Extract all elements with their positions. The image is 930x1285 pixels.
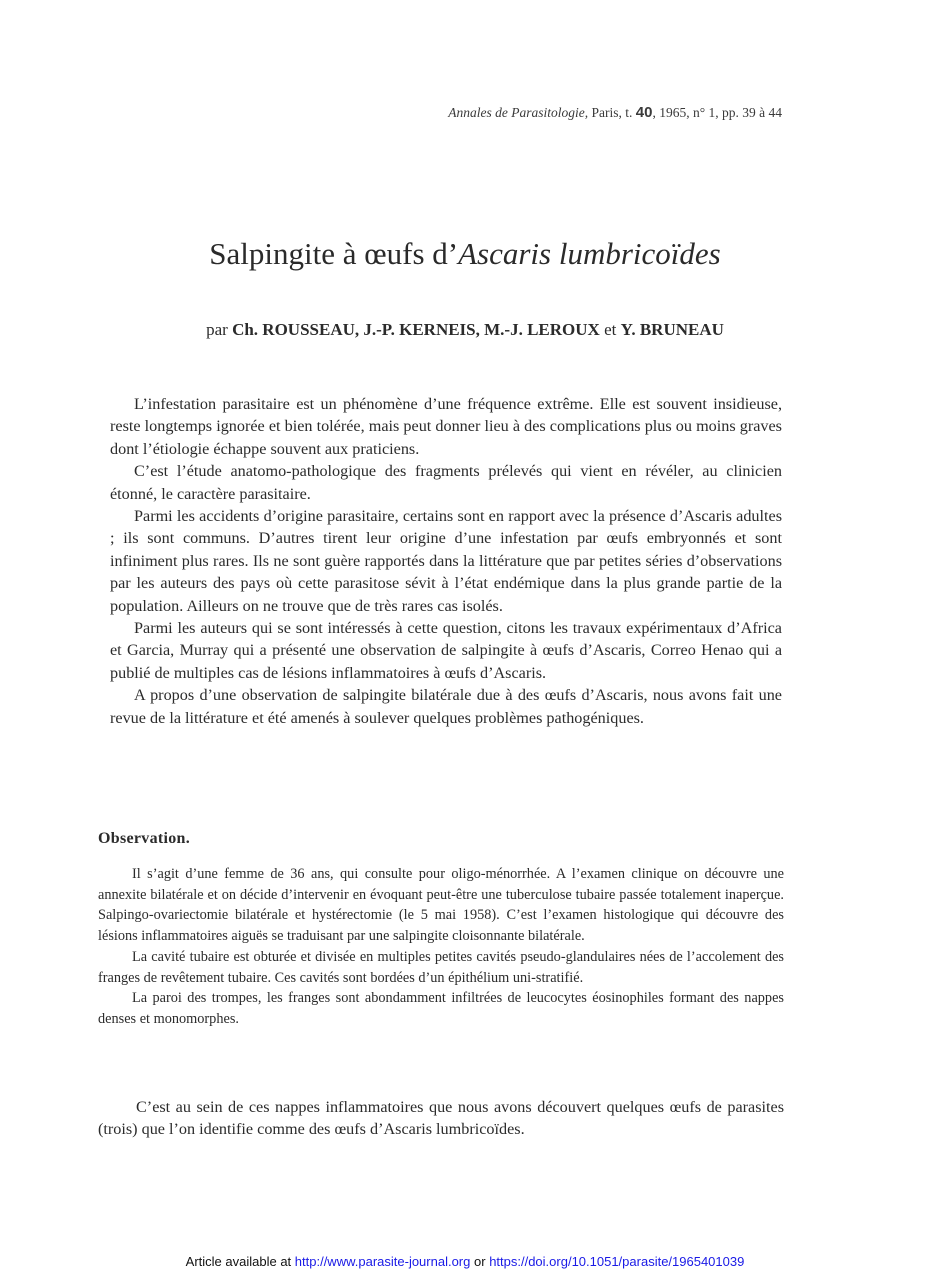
paragraph: Il s’agit d’une femme de 36 ans, qui consulte pour oligo-ménorrhée. A l’examen clinique on découvre une annexite bilatérale et on décide d’intervenir en évoquant peut-être une tuberculose tubaire passée totalement inaperçue. Salpingo-ovariectomie bilatérale et hystérectomie (le 5 mai 1958). C’est l’examen histologique qui découvre des lésions inflammatoires aiguës se traduisant par une salpingite cloisonnante bilatérale. bbox=[98, 866, 784, 945]
paragraph: Parmi les auteurs qui se sont intéressés à cette question, citons les travaux expérimentaux d’Africa et Garcia, Murray qui a présenté une observation de salpingite à œufs d’Ascaris, Correo Henao qui a publié de multiples cas de lésions inflammatoires à œufs d’Ascaris. bbox=[110, 619, 782, 682]
author-line bbox=[0, 320, 930, 340]
final-paragraph bbox=[98, 1096, 784, 1141]
footer-availability bbox=[0, 1254, 930, 1269]
paragraph: L’infestation parasitaire est un phénomène d’une fréquence extrême. Elle est souvent insidieuse, reste longtemps ignorée et bien tolérée, mais peut donner lieu à des complications plus ou moins graves dont l’étiologie échappe souvent aux praticiens. bbox=[110, 395, 782, 458]
paragraph: C’est au sein de ces nappes inflammatoires que nous avons découvert quelques œufs de parasites (trois) que l’on identifie comme des œufs d’Ascaris lumbricoïdes. bbox=[98, 1098, 784, 1139]
article-title bbox=[0, 236, 930, 272]
authors-conjunction: et bbox=[604, 320, 617, 339]
section-heading-observation: Observation. bbox=[98, 830, 191, 847]
paragraph: La paroi des trompes, les franges sont abondamment infiltrées de leucocytes éosinophiles formant des nappes denses et monomorphes. bbox=[98, 990, 784, 1027]
doi-link[interactable]: https://doi.org/10.1051/parasite/1965401039 bbox=[489, 1254, 745, 1269]
observation-section bbox=[98, 864, 784, 1030]
footer-or: or bbox=[474, 1254, 486, 1269]
footer-prefix: Article available at bbox=[185, 1254, 292, 1269]
paragraph: C’est l’étude anatomo-pathologique des fragments prélevés qui vient en révéler, au clinicien étonné, le caractère parasitaire. bbox=[110, 462, 782, 503]
journal-link[interactable]: http://www.parasite-journal.org bbox=[294, 1254, 471, 1269]
journal-issue-pages: , 1965, n° 1, pp. 39 à 44 bbox=[652, 105, 782, 120]
authors-last-name: Y. BRUNEAU bbox=[620, 320, 724, 339]
authors-names: Ch. ROUSSEAU, J.-P. KERNEIS, M.-J. LEROUX bbox=[232, 320, 600, 339]
paragraph: Parmi les accidents d’origine parasitaire, certains sont en rapport avec la présence d’Ascaris adultes ; ils sont communs. D’autres tirent leur origine d’une infestation par œufs embryonnés et sont infiniment plus rares. Ils ne sont guère rapportés dans la littérature que par petites séries d’observations par les auteurs des pays où cette parasitose sévit à l’état endémique dans la plus grande partie de la population. Ailleurs on ne trouve que de très rares cas isolés. bbox=[110, 507, 782, 615]
running-header bbox=[448, 104, 782, 121]
paragraph: A propos d’une observation de salpingite bilatérale due à des œufs d’Ascaris, nous avons fait une revue de la littérature et été amenés à soulever quelques problèmes pathogéniques. bbox=[110, 686, 782, 727]
journal-volume: 40 bbox=[635, 104, 653, 121]
title-main: Salpingite à œufs d’ bbox=[209, 236, 459, 271]
journal-city: Paris, t. bbox=[591, 105, 633, 120]
journal-name: Annales de Parasitologie, bbox=[448, 105, 589, 120]
paragraph: La cavité tubaire est obturée et divisée en multiples petites cavités pseudo-glandulaires nées de l’accolement des franges de revêtement tubaire. Ces cavités sont bordées d’un épithélium uni-stratifié. bbox=[98, 948, 784, 986]
title-species: Ascaris lumbricoïdes bbox=[458, 236, 721, 271]
introduction bbox=[110, 393, 782, 729]
authors-prefix: par bbox=[206, 320, 228, 339]
